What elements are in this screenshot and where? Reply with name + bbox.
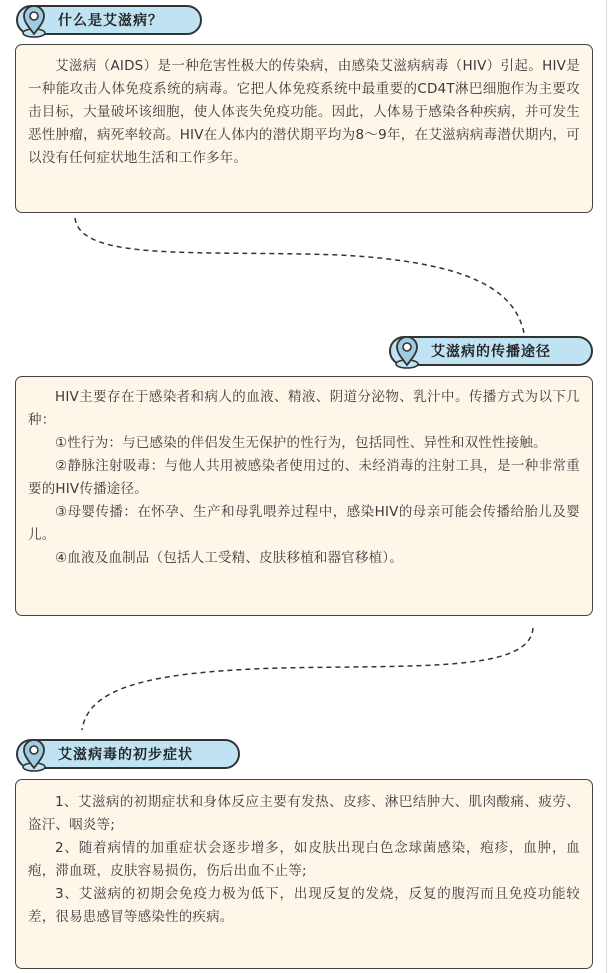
section-tag-what-is-aids	[16, 5, 202, 35]
section-card-transmission	[15, 376, 593, 616]
section-title: 什么是艾滋病？	[58, 13, 163, 29]
paragraph: HIV主要存在于感染者和病人的血液、精液、阴道分泌物、乳汁中。传播方式为以下几种：	[28, 389, 580, 428]
paragraph: ②静脉注射吸毒：与他人共用被感染者使用过的、未经消毒的注射工具，是一种非常重要的HIV传播途径。	[28, 458, 580, 497]
paragraph: 3、艾滋病的初期会免疫力极为低下，出现反复的发烧，反复的腹泻而且免疫功能较差，很易患感冒等感染性的疾病。	[28, 886, 580, 925]
location-pin-icon	[16, 737, 52, 773]
paragraph: 艾滋病（AIDS）是一种危害性极大的传染病，由感染艾滋病病毒（HIV）引起。HIV是一种能攻击人体免疫系统的病毒。它把人体免疫系统中最重要的CD4T淋巴细胞作为主要攻击目标，大量破坏该细胞，使人体丧失免疫功能。因此，人体易于感染各种疾病，并可发生恶性肿瘤，病死率较高。HIV在人体内的潜伏期平均为8～9年，在艾滋病病毒潜伏期内，可以没有任何症状地生活和工作多年。	[28, 58, 580, 166]
section-tag-transmission	[389, 336, 593, 366]
paragraph: 2、随着病情的加重症状会逐步增多，如皮肤出现白色念球菌感染，疱疹，血肿，血疱，滞血斑，皮肤容易损伤，伤后出血不止等;	[28, 840, 580, 879]
section-card-early-symptoms	[15, 779, 593, 969]
right-border-line	[606, 0, 607, 973]
location-pin-icon	[389, 334, 425, 370]
paragraph: 1、艾滋病的初期症状和身体反应主要有发热、皮疹、淋巴结肿大、肌肉酸痛、疲劳、盗汗、咽炎等;	[28, 794, 580, 833]
location-pin-icon	[16, 3, 52, 39]
paragraph: ④血液及血制品（包括人工受精、皮肤移植和器官移植）。	[55, 550, 404, 566]
paragraph: ③母婴传播：在怀孕、生产和母乳喂养过程中，感染HIV的母亲可能会传播给胎儿及婴儿。	[28, 504, 580, 543]
connector-2-3	[82, 628, 533, 730]
section-title: 艾滋病的传播途径	[431, 344, 551, 360]
section-tag-early-symptoms	[16, 739, 240, 769]
connector-1-2	[75, 218, 524, 333]
section-title: 艾滋病毒的初步症状	[58, 747, 193, 763]
section-card-what-is-aids	[15, 44, 593, 213]
paragraph: ①性行为：与已感染的伴侣发生无保护的性行为，包括同性、异性和双性性接触。	[55, 435, 547, 451]
